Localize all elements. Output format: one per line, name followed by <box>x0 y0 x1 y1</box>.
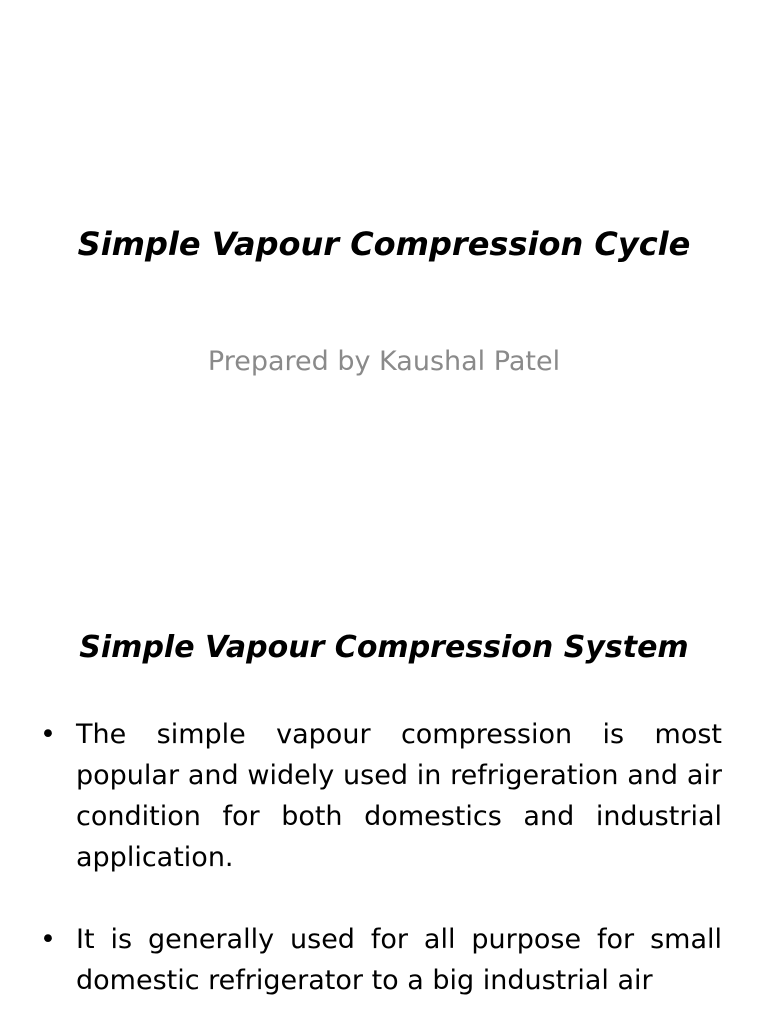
bullet-item <box>40 714 722 878</box>
bullet-list <box>40 714 722 1024</box>
bullet-dot-icon: • <box>40 719 56 750</box>
content-slide <box>0 576 768 1024</box>
bullet-item <box>40 919 722 1001</box>
bullet-text: The simple vapour compression is most popular and widely used in refrigeration and air condition for both domestics and industrial application. <box>76 719 722 873</box>
slide-subtitle: Prepared by Kaushal Patel <box>207 346 561 377</box>
slide-title: Simple Vapour Compression Cycle <box>77 225 691 263</box>
bullet-dot-icon: • <box>40 924 56 955</box>
bullet-text: It is generally used for all purpose for small domestic refrigerator to a big industrial air <box>76 924 722 996</box>
slide-heading: Simple Vapour Compression System <box>79 630 689 665</box>
